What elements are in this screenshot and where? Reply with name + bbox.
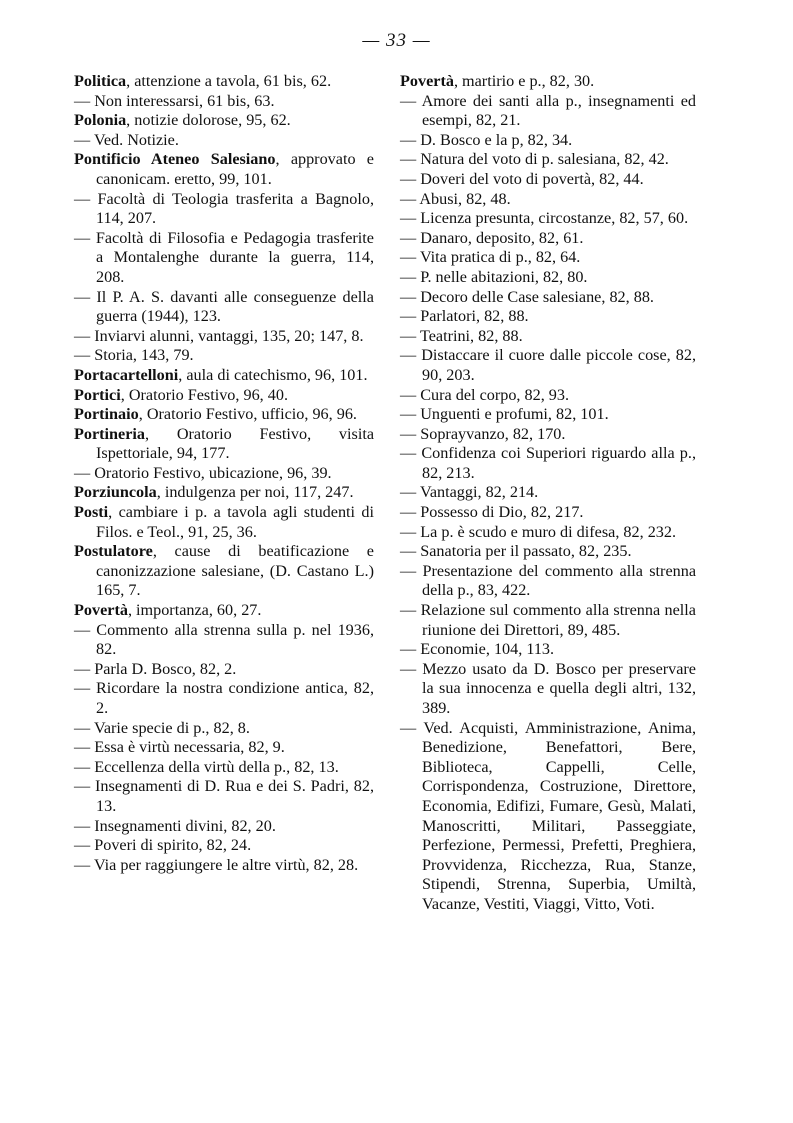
- index-subentry: — Storia, 143, 79.: [74, 346, 194, 365]
- index-subentry: — Eccellenza della virtù della p., 82, 13.: [74, 757, 339, 776]
- index-subentry: — Via per raggiungere le altre virtù, 82, 28.: [74, 855, 359, 874]
- index-subentry: — Vita pratica di p., 82, 64.: [400, 248, 581, 267]
- index-subentry: — P. nelle abitazioni, 82, 80.: [400, 267, 588, 286]
- index-entry: Portineria, Oratorio Festivo, visita Ispettoriale, 94, 177.: [74, 424, 374, 463]
- index-subentry: — Parla D. Bosco, 82, 2.: [74, 659, 237, 678]
- index-subentry: — Cura del corpo, 82, 93.: [400, 385, 570, 404]
- index-headword: Portici: [74, 385, 121, 404]
- index-entry: Politica, attenzione a tavola, 61 bis, 62.: [74, 72, 332, 90]
- index-entry: Portinaio, Oratorio Festivo, ufficio, 96, 96.: [74, 405, 357, 424]
- index-subentry: — Vantaggi, 82, 214.: [400, 483, 539, 502]
- index-headword: Pontificio Ateneo Salesiano: [74, 150, 276, 169]
- index-headword: Portacartelloni: [74, 365, 179, 384]
- index-subentry: — Insegnamenti di D. Rua e dei S. Padri, 82, 13.: [74, 777, 374, 815]
- index-subentry: — Distaccare il cuore dalle piccole cose, 82, 90, 203.: [400, 346, 696, 384]
- index-subentry: — Possesso di Dio, 82, 217.: [400, 503, 584, 522]
- index-subentry: — Licenza presunta, circostanze, 82, 57, 60.: [400, 209, 689, 228]
- index-subentry: — Il P. A. S. davanti alle conseguenze della guerra (1944), 123.: [74, 287, 374, 326]
- index-subentry: — Doveri del voto di povertà, 82, 44.: [400, 169, 644, 188]
- index-subentry: — Parlatori, 82, 88.: [400, 307, 529, 326]
- index-entry: Povertà, importanza, 60, 27.: [74, 601, 262, 620]
- index-subentry: — Relazione sul commento alla strenna nella riunione dei Direttori, 89, 485.: [400, 601, 696, 639]
- index-entry: Posti, cambiare i p. a tavola agli studenti di Filos. e Teol., 91, 25, 36.: [74, 503, 374, 541]
- index-subentry: — Soprayvanzo, 82, 170.: [400, 424, 566, 443]
- index-subentry: — Teatrini, 82, 88.: [400, 326, 523, 345]
- index-headword: Polonia: [74, 111, 127, 130]
- index-subentry: — Varie specie di p., 82, 8.: [74, 718, 250, 737]
- index-entry: Povertà, martirio e p., 82, 30.: [400, 72, 595, 90]
- index-subentry: — Poveri di spirito, 82, 24.: [74, 836, 252, 855]
- index-subentry: — Unguenti e profumi, 82, 101.: [400, 405, 609, 424]
- index-entry: Pontificio Ateneo Salesiano, approvato e canonicam. eretto, 99, 101.: [74, 150, 374, 188]
- index-subentry: — Presentazione del commento alla strenna della p., 83, 422.: [400, 561, 696, 600]
- index-subentry: — La p. è scudo e muro di difesa, 82, 232.: [400, 522, 677, 541]
- index-subentry: — D. Bosco e la p, 82, 34.: [400, 130, 573, 149]
- index-entry: Porziuncola, indulgenza per noi, 117, 247.: [74, 483, 354, 502]
- index-entry: Portacartelloni, aula di catechismo, 96, 101.: [74, 365, 368, 384]
- index-subentry: — Abusi, 82, 48.: [400, 189, 511, 208]
- index-subentry: — Essa è virtù necessaria, 82, 9.: [74, 738, 285, 757]
- index-subentry: — Ricordare la nostra condizione antica, 82, 2.: [74, 679, 374, 717]
- index-subentry: — Commento alla strenna sulla p. nel 1936, 82.: [74, 620, 374, 659]
- index-subentry: — Mezzo usato da D. Bosco per preservare la sua innocenza e quella degli altri, 132, 389.: [400, 659, 696, 717]
- index-subentry: — Oratorio Festivo, ubicazione, 96, 39.: [74, 463, 332, 482]
- index-subentry: — Sanatoria per il passato, 82, 235.: [400, 542, 632, 561]
- index-headword: Porziuncola: [74, 483, 157, 502]
- index-headword: Portinaio: [74, 405, 139, 424]
- left-column: [74, 72, 374, 875]
- index-subentry: — Natura del voto di p. salesiana, 82, 42.: [400, 150, 669, 169]
- index-headword: Politica: [74, 72, 127, 90]
- index-headword: Povertà: [74, 601, 128, 620]
- page-number: — 33 —: [362, 30, 431, 51]
- index-subentry: — Insegnamenti divini, 82, 20.: [74, 816, 276, 835]
- index-headword: Posti: [74, 503, 109, 522]
- index-entry: Polonia, notizie dolorose, 95, 62.: [74, 111, 291, 130]
- index-subentry: — Ved. Notizie.: [74, 130, 179, 149]
- index-subentry: — Facoltà di Filosofia e Pedagogia trasferite a Montalenghe durante la guerra, 114, 208.: [74, 228, 374, 286]
- index-headword: Povertà: [400, 72, 454, 90]
- index-subentry: — Inviarvi alunni, vantaggi, 135, 20; 147, 8.: [74, 326, 364, 345]
- index-entry: Portici, Oratorio Festivo, 96, 40.: [74, 385, 289, 404]
- index-subentry: — Danaro, deposito, 82, 61.: [400, 228, 584, 247]
- index-entry: Postulatore, cause di beatificazione e canonizzazione salesiane, (D. Castano L.) 165, 7.: [74, 542, 374, 600]
- index-headword: Portineria: [74, 424, 146, 443]
- index-subentry: — Facoltà di Teologia trasferita a Bagnolo, 114, 207.: [74, 189, 374, 228]
- right-column: [400, 72, 696, 915]
- index-subentry: — Non interessarsi, 61 bis, 63.: [74, 91, 275, 110]
- index-subentry: — Confidenza coi Superiori riguardo alla p., 82, 213.: [400, 444, 696, 482]
- index-headword: Postulatore: [74, 542, 153, 561]
- index-subentry: — Ved. Acquisti, Amministrazione, Anima, Benedizione, Benefattori, Bere, Biblioteca, Cappelli, Celle, Corrispondenza, Costruzione, Direttore, Economia, Edifizi, Fumare, Gesù, Malati, Manoscritti, Militari, Passeggiate, Perfezione, Permessi, Prefetti, Preghiera, Provvidenza, Ricchezza, Rua, Stanze, Stipendi, Strenna, Superbia, Umiltà, Vacanze, Vestiti, Viaggi, Vitto, Voti.: [400, 718, 696, 913]
- index-subentry: — Decoro delle Case salesiane, 82, 88.: [400, 287, 654, 306]
- index-subentry: — Economie, 104, 113.: [400, 640, 555, 659]
- index-subentry: — Amore dei santi alla p., insegnamenti ed esempi, 82, 21.: [400, 91, 696, 130]
